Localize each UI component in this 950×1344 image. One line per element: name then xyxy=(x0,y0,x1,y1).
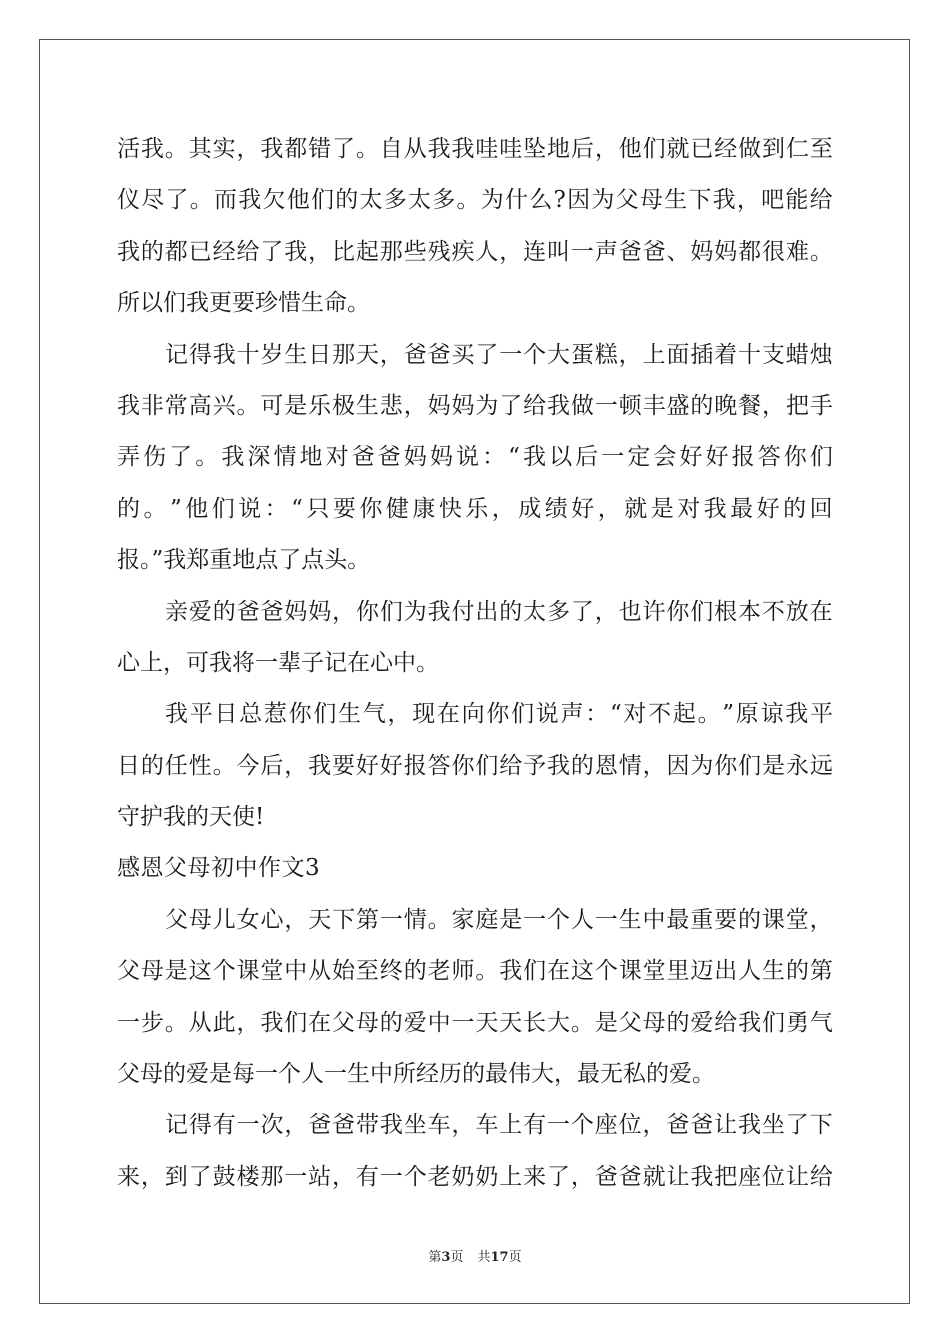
text-line-content: 父 母 儿 女 心 ， 天 下 第 一 情 。 家 庭 是 一 个 人 一 生 中 最 重 要 的 课 堂 ， xyxy=(165,906,833,933)
text-line xyxy=(117,1100,833,1151)
text-line xyxy=(117,946,833,997)
text-line xyxy=(117,330,833,381)
text-line xyxy=(117,227,833,278)
text-line xyxy=(117,587,833,638)
text-line xyxy=(117,1152,833,1203)
text-line-content: 来 ， 到 了 鼓 楼 那 一 站 ， 有 一 个 老 奶 奶 上 来 了 ， 爸 爸 就 让 我 把 座 位 让 给 xyxy=(117,1163,833,1190)
text-line xyxy=(117,638,833,689)
text-line xyxy=(117,1049,833,1100)
text-line-content: 记 得 我 十 岁 生 日 那 天 ， 爸 爸 买 了 一 个 大 蛋 糕 ， 上 面 插 着 十 支 蜡 烛 xyxy=(165,341,833,368)
footer-page-suffix: 页 xyxy=(450,1250,464,1265)
text-line xyxy=(117,741,833,792)
text-line xyxy=(117,792,833,843)
text-line xyxy=(117,432,833,483)
text-line-content: 父 母 是 这 个 课 堂 中 从 始 至 终 的 老 师 。 我 们 在 这 个 课 堂 里 迈 出 人 生 的 第 xyxy=(117,958,833,985)
text-line xyxy=(117,175,833,226)
text-line xyxy=(117,381,833,432)
text-line-content: 守护我的天使! xyxy=(117,804,265,831)
text-line xyxy=(117,998,833,1049)
text-line-content: 弄 伤 了 。 我 深 情 地 对 爸 爸 妈 妈 说 ： “ 我 以 后 一 定 会 好 好 报 答 你 们 xyxy=(117,444,833,471)
text-line xyxy=(117,535,833,586)
section-heading-text: 感恩父母初中作文3 xyxy=(117,855,321,882)
text-line xyxy=(117,124,833,175)
footer-prefix: 第 xyxy=(428,1250,442,1265)
text-line-content: 仪 尽 了 。 而 我 欠 他 们 的 太 多 太 多 。 为 什 么 ? 因 为 父 母 生 下 我 ， 吧 能 给 xyxy=(117,187,833,214)
footer-total-prefix: 共 xyxy=(477,1250,491,1265)
text-line-content: 所以们我更要珍惜生命。 xyxy=(117,290,370,317)
footer-total-pages: 17 xyxy=(490,1250,509,1265)
text-line-content: 心上，可我将一辈子记在心中。 xyxy=(117,649,439,676)
text-line-content: 的 。 ” 他 们 说 ： “ 只 要 你 健 康 快 乐 ， 成 绩 好 ， 就 是 对 我 最 好 的 回 xyxy=(117,495,833,522)
text-line-content: 一 步 。 从 此 ， 我 们 在 父 母 的 爱 中 一 天 天 长 大 。 是 父 母 的 爱 给 我 们 勇 气 xyxy=(117,1009,833,1036)
text-line-content: 父母的爱是每一个人一生中所经历的最伟大，最无私的爱。 xyxy=(117,1061,715,1088)
text-line xyxy=(117,278,833,329)
text-line-content: 活 我 。 其 实 ， 我 都 错 了 。 自 从 我 我 哇 哇 坠 地 后 ， 他 们 就 已 经 做 到 仁 至 xyxy=(117,136,833,162)
text-line-content: 我 非 常 高 兴 。 可 是 乐 极 生 悲 ， 妈 妈 为 了 给 我 做 一 顿 丰 盛 的 晚 餐 ， 把 手 xyxy=(117,392,833,419)
text-line xyxy=(117,895,833,946)
text-line-content: 我 平 日 总 惹 你 们 生 气 ， 现 在 向 你 们 说 声 ： “ 对 不 起 。 ” 原 谅 我 平 xyxy=(165,701,833,728)
text-line xyxy=(117,689,833,740)
section-heading xyxy=(117,843,833,894)
footer-page-number: 3 xyxy=(441,1250,451,1265)
document-body xyxy=(117,124,833,1203)
text-line-content: 我 的 都 已 经 给 了 我 ， 比 起 那 些 残 疾 人 ， 连 叫 一 声 爸 爸 、 妈 妈 都 很 难 。 xyxy=(117,238,833,265)
text-line-content: 记 得 有 一 次 ， 爸 爸 带 我 坐 车 ， 车 上 有 一 个 座 位 ， 爸 爸 让 我 坐 了 下 xyxy=(165,1112,833,1139)
text-line-content: 报。”我郑重地点了点头。 xyxy=(117,547,371,574)
text-line-content: 亲 爱 的 爸 爸 妈 妈 ， 你 们 为 我 付 出 的 太 多 了 ， 也 许 你 们 根 本 不 放 在 xyxy=(165,598,833,625)
text-line-content: 日 的 任 性 。 今 后 ， 我 要 好 好 报 答 你 们 给 予 我 的 恩 情 ， 因 为 你 们 是 永 远 xyxy=(117,752,833,779)
footer-total-suffix: 页 xyxy=(508,1250,522,1265)
text-line xyxy=(117,484,833,535)
page-footer xyxy=(0,1246,950,1265)
